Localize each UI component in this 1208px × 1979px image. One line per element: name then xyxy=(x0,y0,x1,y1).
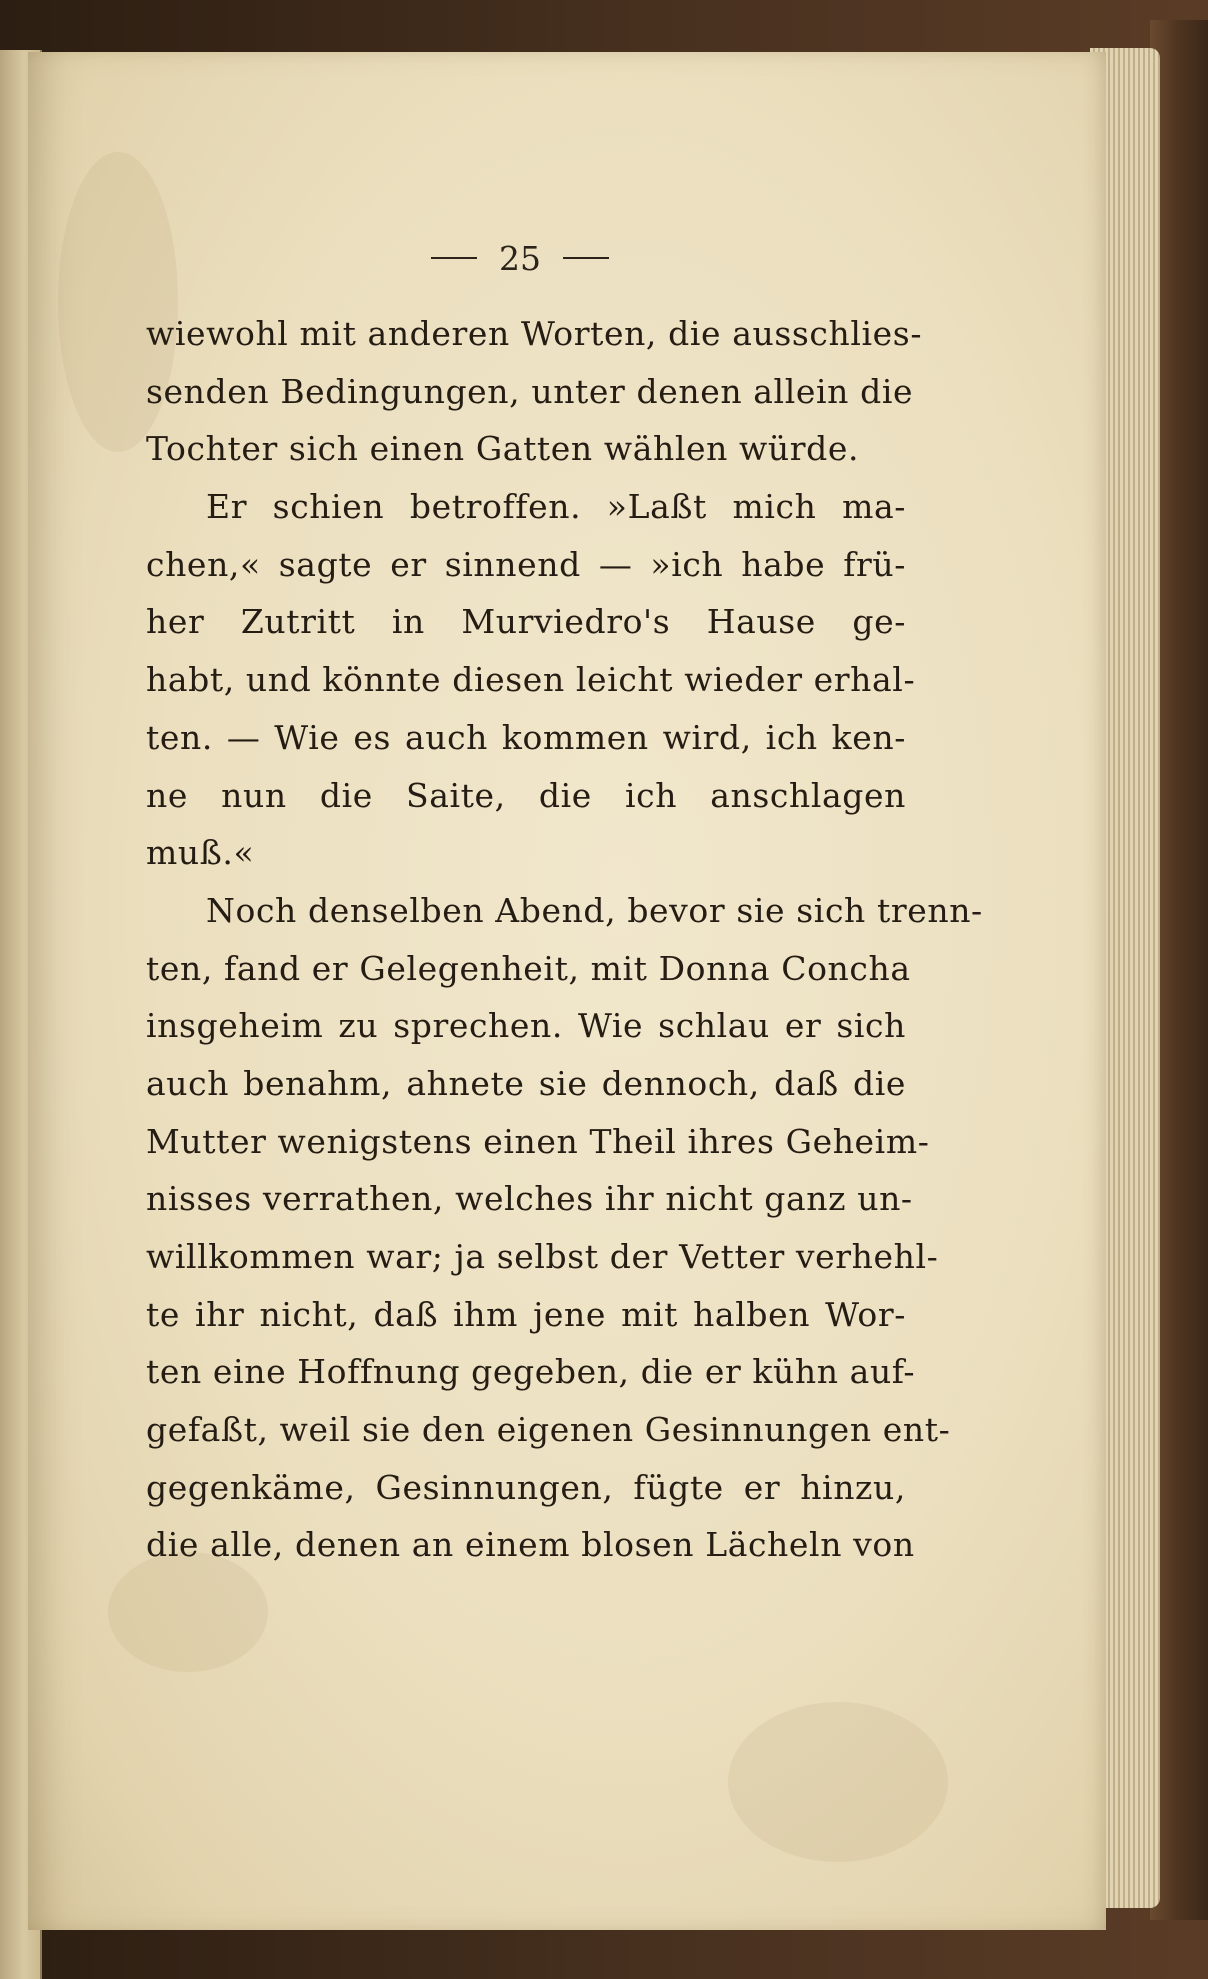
text-line: insgeheim zu sprechen. Wie schlau er sich xyxy=(146,1006,906,1046)
text-line: ten eine Hoffnung gegeben, die er kühn auf- xyxy=(146,1352,916,1392)
text-line: willkommen war; ja selbst der Vetter verhehl- xyxy=(146,1237,939,1276)
text-line: te ihr nicht, daß ihm jene mit halben Wor- xyxy=(146,1294,906,1334)
header-dash-right xyxy=(563,257,609,259)
text-line: ten. — Wie es auch kommen wird, ich ken- xyxy=(146,717,906,757)
page-number: 25 xyxy=(499,238,541,278)
text-line: Tochter sich einen Gatten wählen würde. xyxy=(146,429,860,469)
text-line: wiewohl mit anderen Worten, die ausschlies- xyxy=(146,314,923,353)
page-header xyxy=(400,238,640,278)
paper-stain xyxy=(728,1702,948,1862)
text-line: auch benahm, ahnete sie dennoch, daß die xyxy=(146,1063,906,1103)
text-line: chen,« sagte er sinnend — »ich habe frü- xyxy=(146,544,906,584)
header-dash-left xyxy=(431,257,477,259)
text-line: nisses verrathen, welches ihr nicht ganz un- xyxy=(146,1179,913,1219)
text-line: habt, und könnte diesen leicht wieder erhal- xyxy=(146,660,916,700)
body-text xyxy=(146,305,983,1574)
text-line: her Zutritt in Murviedro's Hause ge- xyxy=(146,602,906,642)
text-line: Er schien betroffen. »Laßt mich ma- xyxy=(206,487,906,527)
text-line: die alle, denen an einem blosen Lächeln von xyxy=(146,1525,915,1565)
text-line: Mutter wenigstens einen Theil ihres Geheim- xyxy=(146,1121,930,1161)
text-line: gegenkäme, Gesinnungen, fügte er hinzu, xyxy=(146,1467,906,1507)
text-line: senden Bedingungen, unter denen allein die xyxy=(146,371,914,411)
text-line: ten, fand er Gelegenheit, mit Donna Concha xyxy=(146,948,911,988)
text-line: gefaßt, weil sie den eigenen Gesinnungen ent- xyxy=(146,1410,951,1450)
text-line: muß.« xyxy=(146,833,255,873)
text-line: Noch denselben Abend, bevor sie sich trenn- xyxy=(206,890,983,930)
text-line: ne nun die Saite, die ich anschlagen xyxy=(146,775,906,815)
